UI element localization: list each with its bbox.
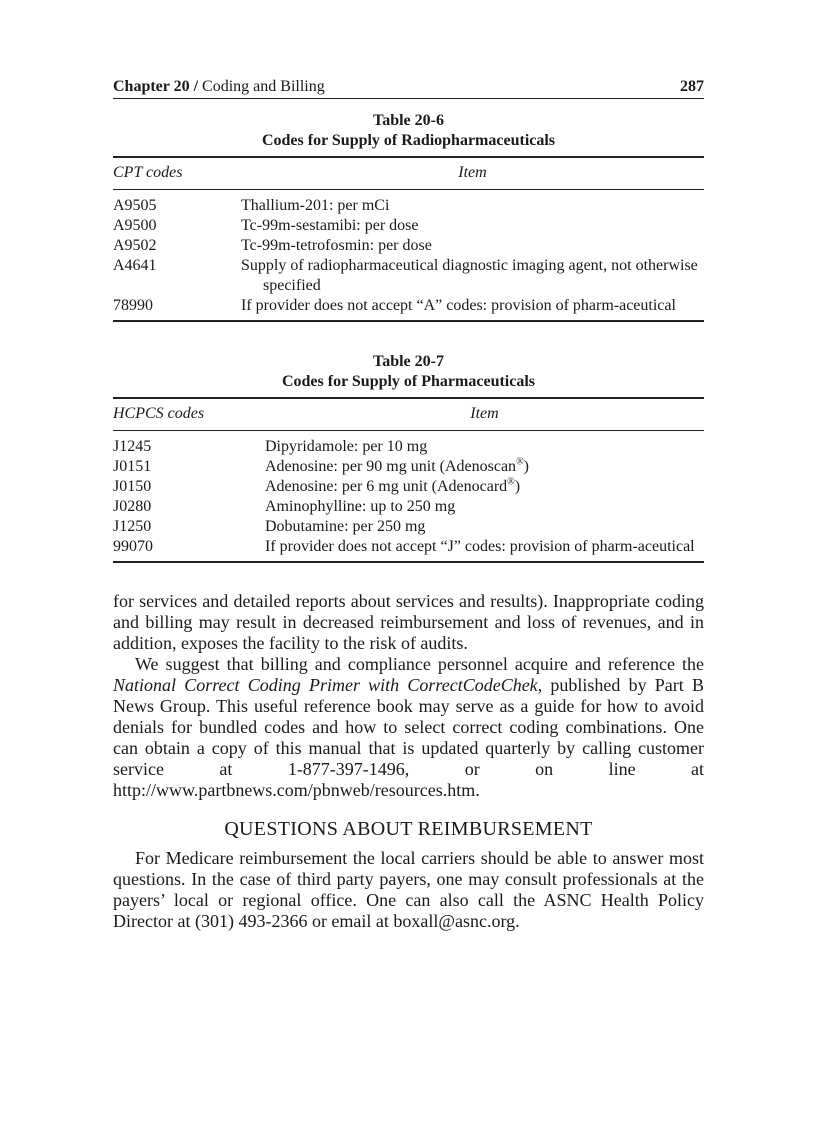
column-header-code: HCPCS codes [113, 405, 205, 422]
table-row [113, 437, 704, 457]
column-header-item: Item [470, 405, 499, 422]
row-item-text: Dobutamine: per 250 mg [265, 518, 426, 535]
paragraph-3: For Medicare reimbursement the local carriers should be able to answer most questions. In the case of third party payers, one may consult professionals at the payers’ local or regional office. One can also call the ASNC Health Policy Director at (301) 493-2366 or email at boxall@asnc.org. [113, 848, 704, 931]
row-code: A9505 [113, 197, 157, 214]
row-item [265, 497, 704, 517]
paragraph-1: for services and detailed reports about services and results). Inappropriate coding and billing may result in decreased reimbursement and loss of revenues, and in addition, exposes the facility to the risk of audits. [113, 591, 704, 653]
page-number: 287 [680, 78, 704, 95]
body-text [113, 591, 704, 932]
table-caption: Codes for Supply of Pharmaceuticals [281, 373, 536, 390]
paragraph-2 [113, 654, 704, 801]
table-number: Table 20-6 [373, 112, 444, 129]
row-code: A9500 [113, 217, 157, 234]
row-code: 78990 [113, 297, 153, 314]
table-body [113, 431, 704, 561]
column-header-code: CPT codes [113, 164, 183, 181]
column-header-item: Item [458, 164, 487, 181]
table-row [113, 537, 704, 557]
row-code: 99070 [113, 538, 153, 555]
row-code: J1245 [113, 438, 152, 455]
table-row [113, 457, 704, 477]
paragraph-2-lead: We suggest that billing and compliance personnel acquire and reference the [135, 654, 704, 674]
table-number: Table 20-7 [373, 353, 444, 370]
row-code: J0150 [113, 478, 152, 495]
table-row [113, 296, 704, 316]
row-item [265, 437, 704, 457]
table-row [113, 196, 704, 216]
row-item-text: Adenosine: per 90 mg unit (Adenoscan [265, 458, 517, 475]
row-code: A9502 [113, 237, 157, 254]
registered-mark: ® [516, 456, 524, 468]
row-item: Thallium-201: per mCi [241, 197, 390, 214]
row-code: J0280 [113, 498, 152, 515]
table-caption: Codes for Supply of Radiopharmaceuticals [261, 132, 556, 149]
row-item-text: Dipyridamole: per 10 mg [265, 438, 428, 455]
row-code: A4641 [113, 257, 157, 274]
row-item: Tc-99m-tetrofosmin: per dose [241, 237, 432, 254]
table-bottom-rule [113, 561, 704, 563]
book-title: National Correct Coding Primer with CorrectCodeChek [113, 675, 538, 695]
row-item-text: If provider does not accept “J” codes: provision of pharm-aceutical [265, 538, 695, 555]
row-item-close: ) [514, 478, 521, 495]
table-row [113, 497, 704, 517]
table-row [113, 517, 704, 537]
row-item-close: ) [523, 458, 529, 475]
table-header-row [113, 399, 704, 430]
table-bottom-rule [113, 320, 704, 322]
paragraph-2-rest: , published by Part B News Group. This useful reference book may serve as a guide for how to avoid denials for bundled codes and how to select correct coding combinations. One can obtain a copy of this manual that is updated quarterly by calling customer service at 1-877-397-1496, or on line at http://www.partbnews.com/pbnweb/resources.htm. [113, 675, 705, 800]
table-row [113, 256, 704, 296]
table-header-row [113, 158, 704, 189]
running-header [113, 78, 704, 99]
row-item [265, 537, 704, 557]
row-code: J1250 [113, 518, 152, 535]
row-item [265, 517, 704, 537]
running-header-left [113, 78, 325, 96]
row-code: J0151 [113, 458, 152, 475]
table-row [113, 236, 704, 256]
chapter-title: Coding and Billing [202, 78, 325, 95]
row-item-text: Aminophylline: up to 250 mg [265, 498, 456, 515]
row-item: Supply of radiopharmaceutical diagnostic imaging agent, not otherwise specified [241, 257, 698, 294]
row-item: Tc-99m-sestamibi: per dose [241, 217, 419, 234]
table-body [113, 190, 704, 320]
row-item [265, 457, 704, 477]
table-20-7 [113, 352, 704, 563]
row-item: If provider does not accept “A” codes: provision of pharm-aceutical [241, 297, 676, 314]
table-row [113, 216, 704, 236]
section-heading: QUESTIONS ABOUT REIMBURSEMENT [224, 818, 593, 840]
row-item [265, 477, 704, 497]
table-20-6 [113, 111, 704, 322]
row-item-text: Adenosine: per 6 mg unit (Adenocard [265, 478, 508, 495]
chapter-label: Chapter 20 / [113, 78, 199, 95]
book-page [113, 78, 704, 932]
table-row [113, 477, 704, 497]
registered-mark: ® [507, 476, 515, 488]
